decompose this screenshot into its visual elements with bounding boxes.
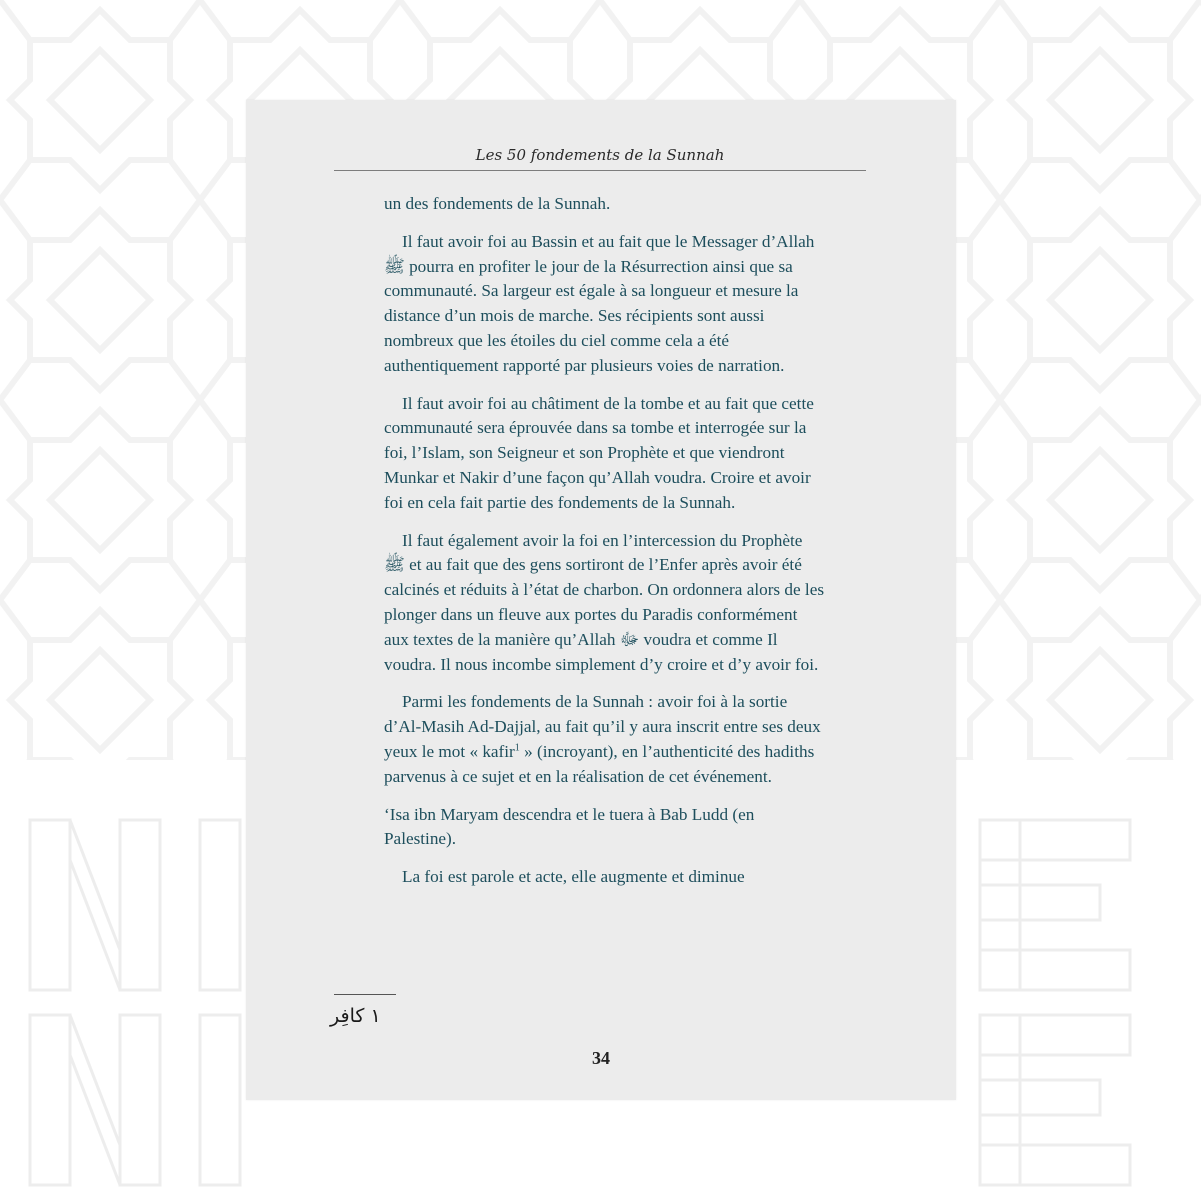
paragraph: Il faut également avoir la foi en l’intercession du Prophète ﷺ et au fait que des gens sortiront de l’Enfer après avoir été calcinés et réduits à l’état de charbon. On ordonnera alors de les plonger dans un fleuve aux portes du Paradis conformément aux textes de la manière qu’Allah ﷻ voudra et comme Il voudra. Il nous incombe simplement d’y croire et d’y avoir foi. <box>384 530 825 674</box>
paragraph: La foi est parole et acte, elle augmente et diminue <box>402 867 745 887</box>
book-page <box>246 100 956 1100</box>
page-body <box>384 192 824 903</box>
paragraph-text: Parmi les fondements de la Sunnah : avoir foi à la sortie d’Al-Masih Ad-Dajjal, au fait qu’il y aura inscrit entre ses deux yeux le mot « kafir <box>384 692 821 761</box>
header-divider <box>334 170 866 171</box>
paragraph: un des fondements de la Sunnah. <box>384 194 611 213</box>
running-head: Les 50 fondements de la Sunnah <box>475 146 725 164</box>
paragraph-text: » (incroyant), en l’authenticité des hadiths parvenus à ce sujet et en la réalisation de cet événement. <box>384 741 815 786</box>
footnote-divider <box>334 994 396 995</box>
paragraph <box>384 690 824 789</box>
footnote-marker: 1 <box>514 742 520 754</box>
page-number: 34 <box>592 1048 610 1068</box>
paragraph: ‘Isa ibn Maryam descendra et le tuera à Bab Ludd (en Palestine). <box>384 804 755 849</box>
paragraph: Il faut avoir foi au châtiment de la tombe et au fait que cette communauté sera éprouvée dans sa tombe et interrogée sur la foi, l’Islam, son Seigneur et son Prophète et que viendront Munkar et Nakir d’une façon qu’Allah voudra. Croire et avoir foi en cela fait partie des fondements de la Sunnah. <box>384 393 814 512</box>
footnote: ١ كافِر <box>330 1005 381 1027</box>
paragraph: Il faut avoir foi au Bassin et au fait que le Messager d’Allah ﷺ pourra en profiter le jour de la Résurrection ainsi que sa communauté. Sa largeur est égale à sa longueur et mesure la distance d’un mois de marche. Ses récipients sont aussi nombreux que les étoiles du ciel comme cela a été authentiquement rapporté par plusieurs voies de narration. <box>384 231 815 375</box>
